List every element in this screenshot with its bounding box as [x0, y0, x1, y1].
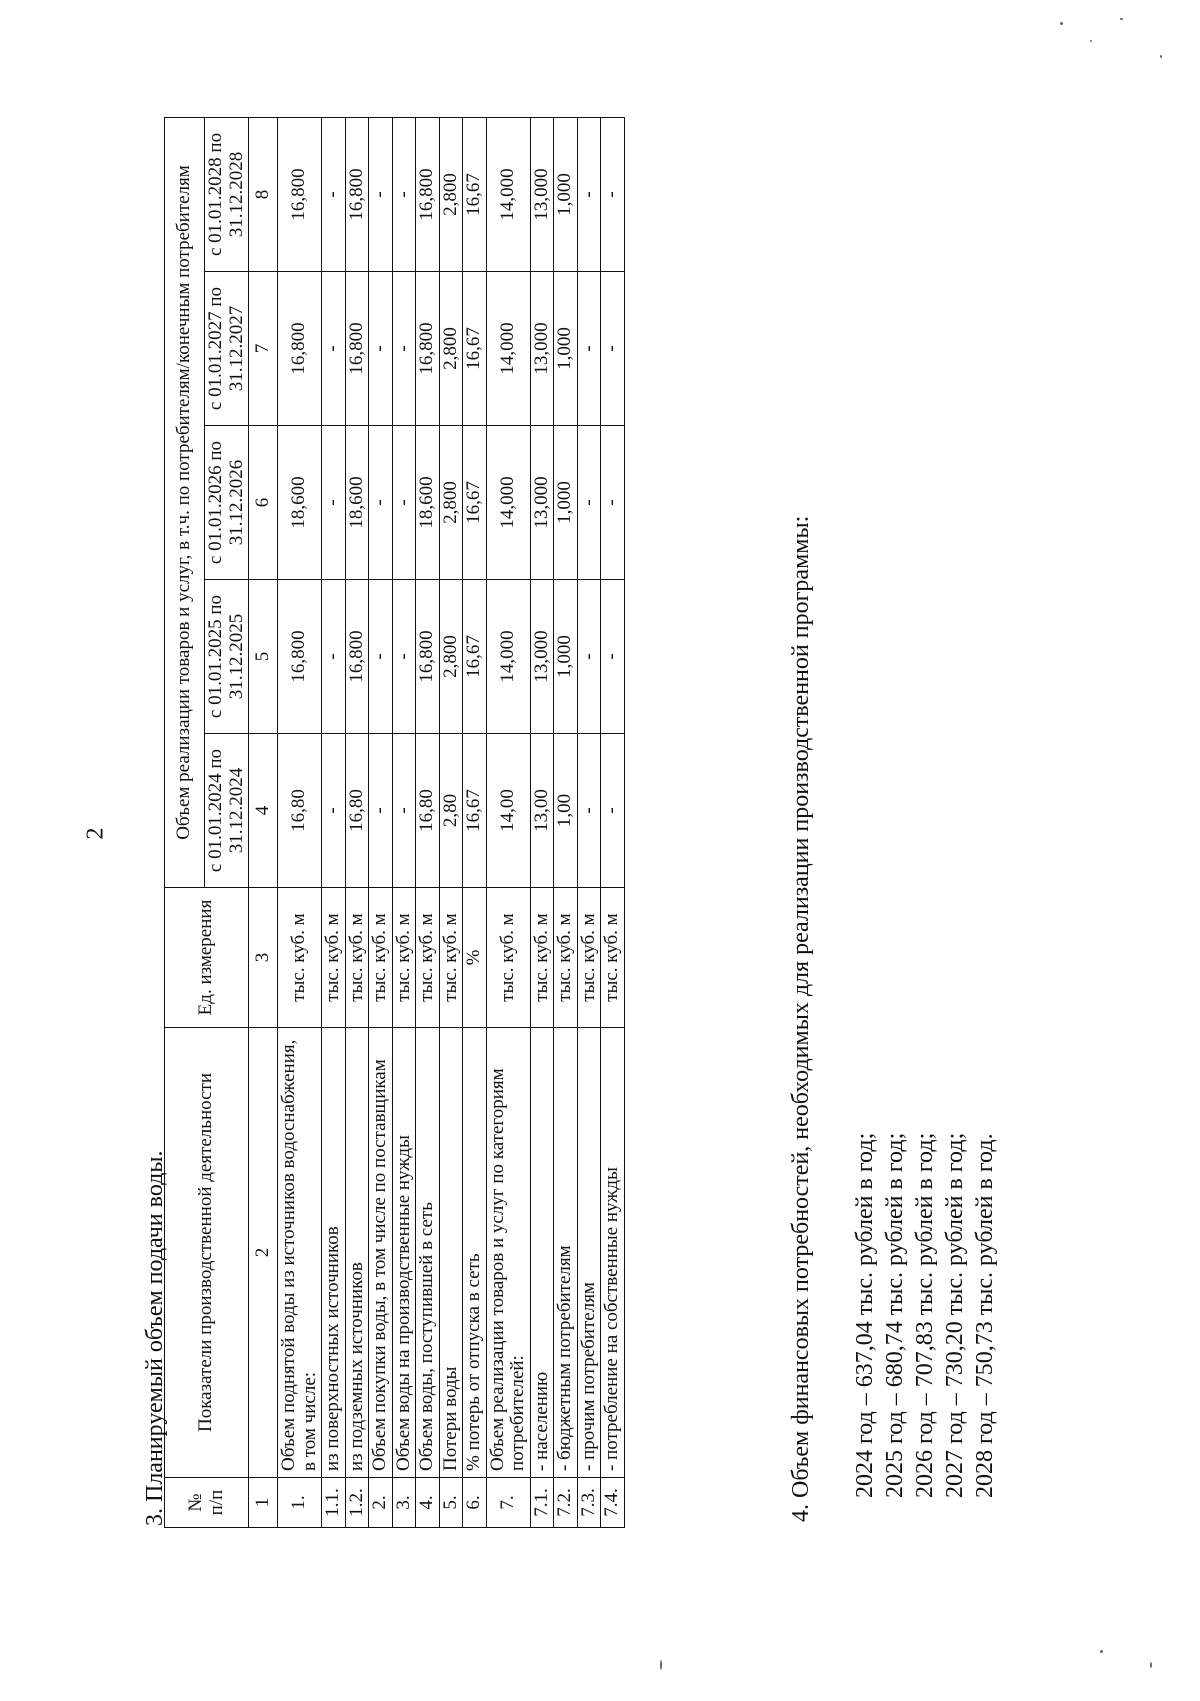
header-period: с 01.01.2024 по 31.12.2024: [205, 734, 249, 888]
header-number: № п/п: [165, 1478, 249, 1528]
column-number: 1: [249, 1478, 278, 1528]
table-body: [278, 117, 625, 1527]
row-value: 16,800: [345, 580, 369, 734]
table-row: [439, 117, 463, 1527]
header-period: с 01.01.2027 по 31.12.2027: [205, 272, 249, 426]
scan-speck: [1120, 18, 1123, 20]
table-row: [278, 117, 322, 1527]
column-number: 2: [249, 1028, 278, 1478]
row-number: 5.: [439, 1478, 463, 1528]
row-value: -: [369, 426, 393, 580]
table-row: [486, 117, 530, 1527]
row-value: 16,800: [278, 272, 322, 426]
row-value: 14,000: [486, 272, 530, 426]
row-unit: %: [463, 888, 487, 1028]
row-value: 16,800: [278, 580, 322, 734]
column-number: 7: [249, 272, 278, 426]
table-row: [463, 117, 487, 1527]
table-row: [554, 117, 578, 1527]
row-indicator: % потерь от отпуска в сеть: [463, 1028, 487, 1478]
row-unit: тыс. куб. м: [322, 888, 346, 1028]
section-3-heading: 3. Планируемый объем подачи воды.: [142, 1150, 168, 1526]
scan-speck: [1150, 1662, 1152, 1668]
table-row: [416, 117, 440, 1527]
row-indicator: - прочим потребителям: [577, 1028, 601, 1478]
row-value: 18,600: [278, 426, 322, 580]
row-value: -: [577, 426, 601, 580]
row-value: -: [601, 272, 625, 426]
row-value: 13,000: [530, 426, 554, 580]
row-value: 16,800: [416, 117, 440, 271]
scan-speck: [1160, 55, 1162, 58]
row-value: 16,800: [345, 117, 369, 271]
row-value: 14,000: [486, 580, 530, 734]
section-4-heading: 4. Объем финансовых потребностей, необходимых для реализации производственной программы:: [788, 515, 814, 1522]
row-value: 13,000: [530, 117, 554, 271]
table-row: [369, 117, 393, 1527]
table-row: [345, 117, 369, 1527]
row-value: 16,800: [345, 272, 369, 426]
row-value: 16,67: [463, 734, 487, 888]
row-value: -: [601, 580, 625, 734]
row-unit: тыс. куб. м: [554, 888, 578, 1028]
row-indicator: Объем поднятой воды из источников водоснабжения, в том числе:: [278, 1028, 322, 1478]
table-row: [530, 117, 554, 1527]
financial-needs-item: 2025 год – 680,74 тыс. рублей в год;: [882, 1132, 908, 1498]
row-value: -: [369, 734, 393, 888]
row-value: -: [577, 117, 601, 271]
row-value: 2,80: [439, 734, 463, 888]
row-value: 2,800: [439, 580, 463, 734]
table-row: [577, 117, 601, 1527]
row-indicator: - населению: [530, 1028, 554, 1478]
row-value: 18,600: [416, 426, 440, 580]
column-number: 5: [249, 580, 278, 734]
row-value: 2,800: [439, 117, 463, 271]
row-value: -: [369, 272, 393, 426]
row-indicator: Объем воды, поступившей в сеть: [416, 1028, 440, 1478]
row-value: 13,000: [530, 580, 554, 734]
header-group-title: Объем реализации товаров и услуг, в т.ч. по потребителям/конечным потребителям: [165, 117, 205, 887]
column-number: 3: [249, 888, 278, 1028]
row-indicator: Потери воды: [439, 1028, 463, 1478]
row-number: 3.: [392, 1478, 416, 1528]
header-period: с 01.01.2028 по 31.12.2028: [205, 117, 249, 271]
row-indicator: Объем покупки воды, в том числе по поставщикам: [369, 1028, 393, 1478]
row-value: 16,80: [278, 734, 322, 888]
row-value: -: [577, 580, 601, 734]
row-number: 7.3.: [577, 1478, 601, 1528]
row-unit: тыс. куб. м: [416, 888, 440, 1028]
row-number: 7.4.: [601, 1478, 625, 1528]
row-value: 18,600: [345, 426, 369, 580]
row-value: 16,800: [278, 117, 322, 271]
row-value: 16,80: [345, 734, 369, 888]
row-value: -: [392, 426, 416, 580]
row-value: 1,00: [554, 734, 578, 888]
row-unit: тыс. куб. м: [345, 888, 369, 1028]
scan-speck: [1060, 22, 1063, 25]
page-number: 2: [82, 827, 109, 840]
table-row: [322, 117, 346, 1527]
table-row: [392, 117, 416, 1527]
row-value: -: [577, 272, 601, 426]
row-value: 16,67: [463, 117, 487, 271]
row-number: 2.: [369, 1478, 393, 1528]
financial-needs-item: 2027 год – 730,20 тыс. рублей в год;: [942, 1132, 968, 1498]
row-indicator: - потребление на собственные нужды: [601, 1028, 625, 1478]
row-value: -: [601, 426, 625, 580]
row-value: 16,800: [416, 272, 440, 426]
row-number: 4.: [416, 1478, 440, 1528]
row-number: 6.: [463, 1478, 487, 1528]
row-number: 1.1.: [322, 1478, 346, 1528]
column-number: 6: [249, 426, 278, 580]
row-value: -: [601, 117, 625, 271]
row-unit: тыс. куб. м: [530, 888, 554, 1028]
row-indicator: из подземных источников: [345, 1028, 369, 1478]
row-value: -: [577, 734, 601, 888]
row-indicator: - бюджетным потребителям: [554, 1028, 578, 1478]
row-value: 1,000: [554, 580, 578, 734]
row-unit: тыс. куб. м: [278, 888, 322, 1028]
column-number: 8: [249, 117, 278, 271]
header-indicator: Показатели производственной деятельности: [165, 1028, 249, 1478]
row-value: 16,67: [463, 426, 487, 580]
row-unit: тыс. куб. м: [577, 888, 601, 1028]
row-value: -: [322, 580, 346, 734]
row-value: -: [392, 272, 416, 426]
row-value: 16,67: [463, 272, 487, 426]
row-unit: тыс. куб. м: [392, 888, 416, 1028]
financial-needs-item: 2028 год – 750,73 тыс. рублей в год.: [972, 1133, 998, 1498]
row-number: 7.1.: [530, 1478, 554, 1528]
column-number: 4: [249, 734, 278, 888]
financial-needs-item: 2026 год – 707,83 тыс. рублей в год;: [912, 1132, 938, 1498]
row-number: 1.: [278, 1478, 322, 1528]
row-number: 7.: [486, 1478, 530, 1528]
row-indicator: Объем воды на производственные нужды: [392, 1028, 416, 1478]
row-indicator: из поверхностных источников: [322, 1028, 346, 1478]
scan-speck: [1090, 40, 1092, 42]
row-value: -: [369, 580, 393, 734]
scan-speck: [660, 1660, 662, 1670]
row-value: -: [322, 272, 346, 426]
financial-needs-item: 2024 год – 637,04 тыс. рублей в год;: [852, 1132, 878, 1498]
row-unit: тыс. куб. м: [601, 888, 625, 1028]
row-value: -: [601, 734, 625, 888]
row-value: 1,000: [554, 117, 578, 271]
row-value: 16,67: [463, 580, 487, 734]
table-row: [601, 117, 625, 1527]
header-unit: Ед. измерения: [165, 888, 249, 1028]
row-value: -: [322, 734, 346, 888]
row-number: 7.2.: [554, 1478, 578, 1528]
row-value: -: [392, 117, 416, 271]
row-value: 16,800: [416, 580, 440, 734]
row-value: 13,00: [530, 734, 554, 888]
financial-needs-list: [850, 1133, 1000, 1498]
header-period: с 01.01.2025 по 31.12.2025: [205, 580, 249, 734]
row-value: -: [322, 426, 346, 580]
row-unit: тыс. куб. м: [369, 888, 393, 1028]
row-unit: тыс. куб. м: [486, 888, 530, 1028]
row-value: 1,000: [554, 426, 578, 580]
row-value: 2,800: [439, 272, 463, 426]
row-value: 13,000: [530, 272, 554, 426]
row-value: 16,80: [416, 734, 440, 888]
rotated-page-content: [0, 78, 1200, 1618]
scan-speck: [1100, 1650, 1103, 1653]
row-number: 1.2.: [345, 1478, 369, 1528]
row-value: -: [392, 734, 416, 888]
row-value: 2,800: [439, 426, 463, 580]
row-indicator: Объем реализации товаров и услуг по категориям потребителей:: [486, 1028, 530, 1478]
row-unit: тыс. куб. м: [439, 888, 463, 1028]
header-period: с 01.01.2026 по 31.12.2026: [205, 426, 249, 580]
row-value: 1,000: [554, 272, 578, 426]
row-value: -: [322, 117, 346, 271]
row-value: -: [369, 117, 393, 271]
row-value: 14,000: [486, 117, 530, 271]
row-value: -: [392, 580, 416, 734]
row-value: 14,000: [486, 426, 530, 580]
row-value: 14,00: [486, 734, 530, 888]
water-supply-table: [164, 117, 625, 1528]
